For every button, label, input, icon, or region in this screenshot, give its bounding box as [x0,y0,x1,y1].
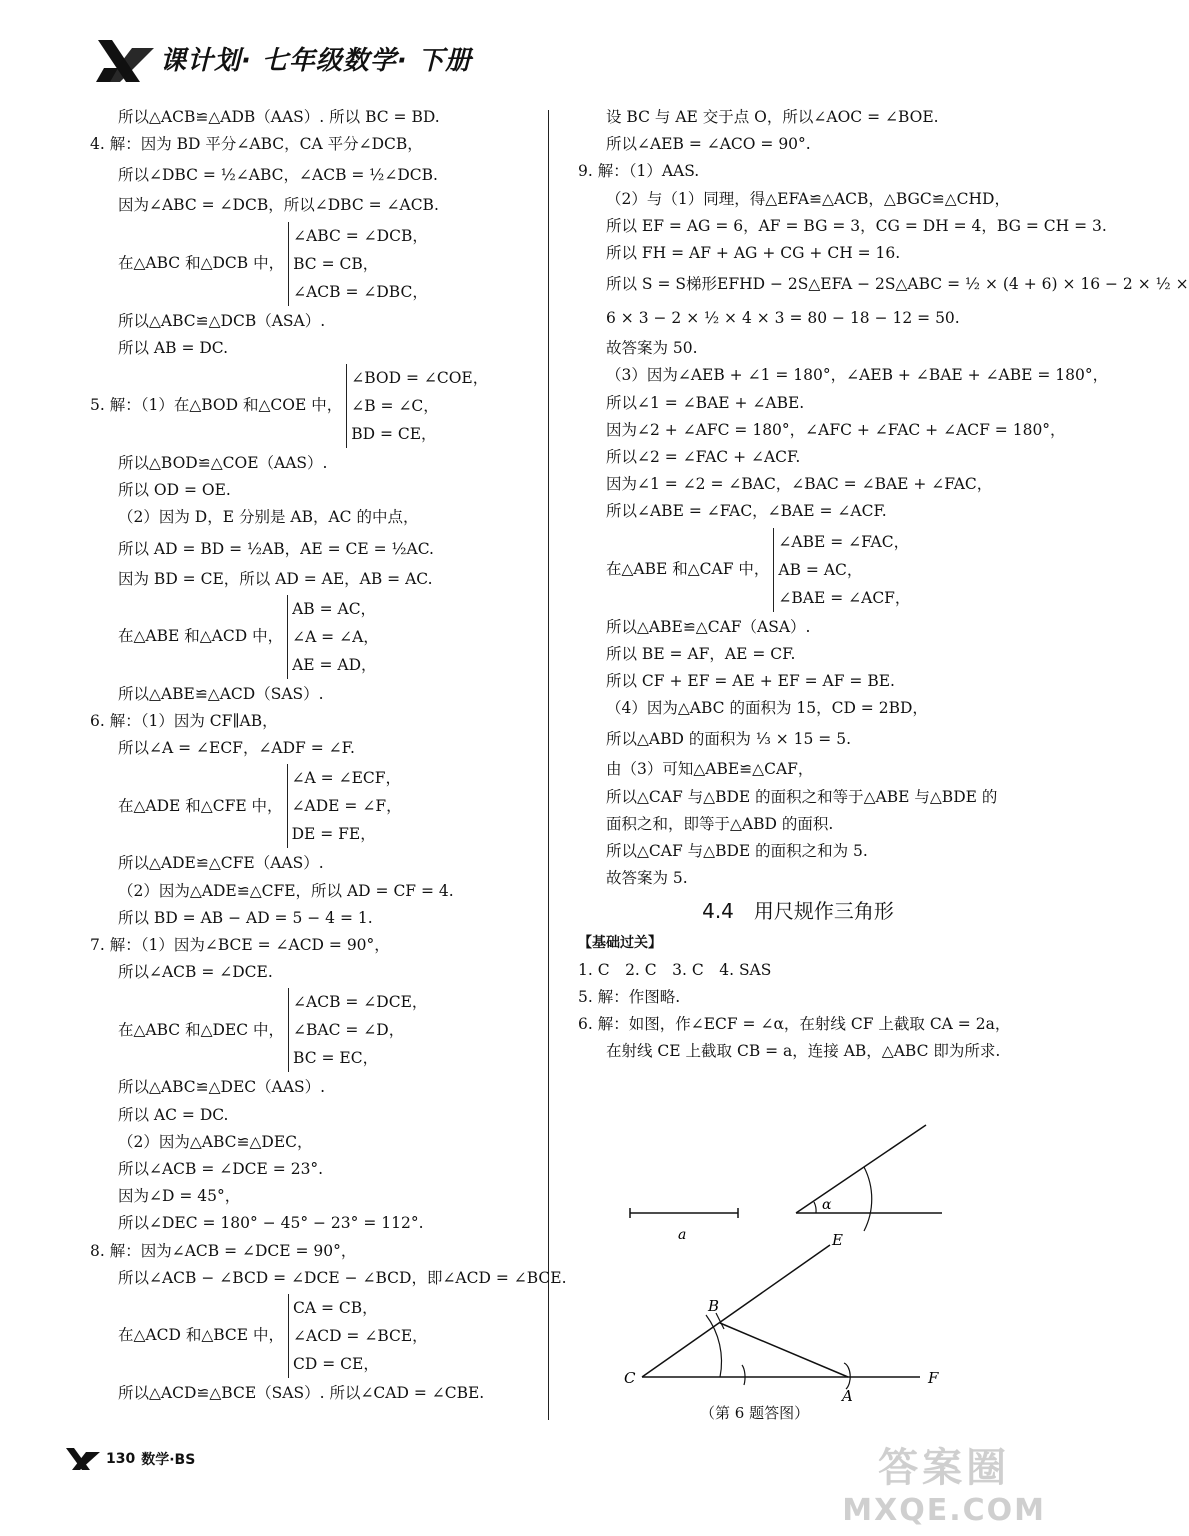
text-line: 所以 BD = AB − AD = 5 − 4 = 1. [118,908,373,927]
text-line: （2）因为△ADE≌△CFE，所以 AD = CF = 4. [118,881,454,900]
text-line: 所以∠ACB = ∠DCE. [118,963,273,982]
section-tag: 【基础过关】 [578,934,662,951]
text-line: 所以△BOD≌△COE（AAS）. [118,454,328,473]
system-label: 在△ADE 和△CFE 中， [118,796,283,815]
system-row: BC = EC， [293,1049,379,1068]
question-4-heading: 4. 解：因为 BD 平分∠ABC，CA 平分∠DCB， [90,135,423,154]
text-line: 所以∠ACB = ∠DCE = 23°. [118,1160,324,1179]
text-line: （2）与（1）同理，得△EFA≌△ACB，△BGC≌△CHD， [606,189,1010,208]
system-row: ∠ADE = ∠F， [291,797,402,816]
angle-label: α [822,1197,832,1213]
column-divider [548,110,549,1420]
text-line: 所以△CAF 与△BDE 的面积之和等于△ABE 与△BDE 的 [606,787,998,806]
system-label: 在△ABC 和△DEC 中， [118,1020,285,1039]
system-brace [773,528,910,612]
text-line: 所以 AD = BD = ½AB，AE = CE = ½AC. [118,539,434,558]
system-row: CA = CB， [293,1299,378,1318]
brand-logo-icon [96,38,156,84]
text-line: 所以∠2 = ∠FAC + ∠ACF. [606,448,801,467]
right-column [578,104,1189,1066]
text-line: 所以△ABD 的面积为 ⅓ × 15 = 5. [606,730,852,749]
system-row: ∠BOD = ∠COE， [351,369,489,388]
text-line: （4）因为△ABC 的面积为 15，CD = 2BD， [606,699,928,718]
equation-system [90,595,540,679]
text-line: 所以 BE = AF，AE = CF. [606,644,796,663]
system-row: ∠A = ∠ECF， [291,769,402,788]
book-title: 课计划· 七年级数学· 下册 [160,46,472,76]
system-row: ∠ABE = ∠FAC， [778,532,910,551]
question-5-heading: 5. 解：（1）在△BOD 和△COE 中， [90,396,343,415]
section-title: 4.4 用尺规作三角形 [702,899,894,924]
text-line: （3）因为∠AEB + ∠1 = 180°，∠AEB + ∠BAE + ∠ABE = 180°， [606,366,1109,385]
equation-system [90,1294,540,1378]
page-number: 130 [106,1451,136,1467]
label-F: F [928,1369,939,1387]
text-line: 所以∠ACB − ∠BCD = ∠DCE − ∠BCD，即∠ACD = ∠BCE. [118,1268,567,1287]
text-line: 因为∠1 = ∠2 = ∠BAC，∠BAC = ∠BAE + ∠FAC， [606,475,993,494]
system-row: AB = AC， [778,560,863,579]
question-7-heading: 7. 解：（1）因为∠BCE = ∠ACD = 90°， [90,936,390,955]
text-line: 所以△ABC≌△DEC（AAS）. [118,1078,326,1097]
system-row: ∠ACB = ∠DCE， [293,993,428,1012]
text-line: 所以△ABE≌△CAF（ASA）. [606,617,811,636]
system-brace [346,364,488,448]
text-line: 所以∠DEC = 180° − 45° − 23° = 112°. [118,1214,424,1233]
system-brace [287,595,379,679]
text-line: 因为∠ABC = ∠DCB，所以∠DBC = ∠ACB. [118,196,439,215]
text-line: 所以 AC = DC. [118,1105,229,1124]
text-line: 所以 EF = AG = 6，AF = BG = 3，CG = DH = 4，BG = CH = 3. [606,216,1107,235]
system-row: ∠ACD = ∠BCE， [293,1327,428,1346]
answer-line: 在射线 CE 上截取 CB = a，连接 AB，△ABC 即为所求. [606,1042,1001,1061]
text-line: 面积之和，即等于△ABD 的面积. [606,814,834,833]
figure-caption: （第 6 题答图） [700,1404,810,1422]
footer-logo-icon [66,1448,100,1470]
segment-AB [720,1323,848,1377]
question-6-heading: 6. 解：（1）因为 CF∥AB， [90,712,278,731]
system-brace [288,988,427,1072]
text-line: 所以∠1 = ∠BAE + ∠ABE. [606,393,805,412]
left-column [90,104,567,1407]
text-line: 因为∠2 + ∠AFC = 180°，∠AFC + ∠FAC + ∠ACF = 180°， [606,420,1066,439]
text-line: 所以∠DBC = ½∠ABC，∠ACB = ½∠DCB. [118,166,438,185]
text-line: 所以∠A = ∠ECF，∠ADF = ∠F. [118,739,355,758]
subject-label: 数学·BS [141,1452,196,1468]
text-line: 所以△ABE≌△ACD（SAS）. [118,684,324,703]
answer-line: 1. C 2. C 3. C 4. SAS [578,960,772,979]
text-line: 故答案为 5. [606,869,688,888]
system-row: ∠ACB = ∠DBC， [293,282,428,301]
text-line: 所以△ACB≌△ADB（AAS）. 所以 BC = BD. [118,108,440,126]
system-label: 在△ABE 和△ACD 中， [118,627,284,646]
text-line: 所以△ADE≌△CFE（AAS）. [118,854,324,873]
system-row: ∠BAC = ∠D， [293,1021,405,1040]
system-brace [287,764,402,848]
watermark-line: MXQE.COM [842,1493,1046,1528]
text-line: 所以 CF + EF = AE + EF = AF = BE. [606,672,895,691]
system-row: CD = CE， [293,1355,379,1374]
system-label: 在△ABE 和△CAF 中， [606,560,770,579]
equation-system [578,528,1018,612]
text-line: 因为 BD = CE，所以 AD = AE，AB = AC. [118,569,433,588]
label-C: C [624,1369,636,1387]
system-row: ∠BAE = ∠ACF， [778,588,911,607]
equation-system [90,364,540,448]
system-label: 在△ABC 和△DCB 中， [118,254,285,272]
segment-label: a [678,1227,687,1243]
watermark-line: 答案圈 [878,1445,1011,1491]
system-row: AE = AD， [292,655,377,674]
text-line: 所以 FH = AF + AG + CG + CH = 16. [606,244,901,263]
text-line: 6 × 3 − 2 × ½ × 4 × 3 = 80 − 18 − 12 = 50. [606,309,960,328]
system-row: ∠B = ∠C， [351,397,439,416]
answer-line: 6. 解：如图，作∠ECF = ∠α，在射线 CF 上截取 CA = 2a， [578,1015,1011,1034]
text-line: （2）因为 D，E 分别是 AB，AC 的中点， [118,508,419,527]
watermark [842,1436,1046,1528]
text-line: 因为∠D = 45°， [118,1187,241,1206]
equation-system [90,222,540,306]
text-line: 所以 AB = DC. [118,338,229,357]
question-9-heading: 9. 解：（1）AAS. [578,162,700,181]
text-line: 所以△ABC≌△DCB（ASA）. [118,311,326,330]
text-line: 所以 OD = OE. [118,481,231,500]
equation-system [90,764,540,848]
text-line: 所以△ACD≌△BCE（SAS）. 所以∠CAD = ∠CBE. [118,1384,485,1403]
text-line: （2）因为△ABC≌△DEC， [118,1132,313,1151]
system-label: 在△ACD 和△BCE 中， [118,1326,285,1345]
label-A: A [842,1387,853,1405]
system-brace [288,1294,428,1378]
system-row: BD = CE， [351,425,437,444]
text-line: 所以 S = S梯形EFHD − 2S△EFA − 2S△ABC = ½ × (4 + 6) × 16 − 2 × ½ × [606,275,1189,294]
text-line: 所以∠AEB = ∠ACO = 90°. [606,135,811,154]
page-footer [66,1448,195,1470]
text-line: 所以∠ABE = ∠FAC，∠BAE = ∠ACF. [606,502,887,521]
system-row: ∠A = ∠A， [292,627,379,646]
question-8-heading: 8. 解：因为∠ACB = ∠DCE = 90°， [90,1241,357,1260]
construction-figure [620,1115,950,1425]
angle-ray [796,1125,926,1213]
system-row: AB = AC， [292,599,377,618]
text-line: 所以△CAF 与△BDE 的面积之和为 5. [606,842,868,861]
system-row: DE = FE， [291,825,376,844]
system-row: ∠ABC = ∠DCB， [293,226,428,245]
answer-line: 5. 解：作图略. [578,988,681,1007]
label-B: B [708,1297,720,1315]
text-line: 故答案为 50. [606,339,698,358]
label-E: E [832,1231,843,1249]
system-row: BC = CB， [293,254,379,273]
text-line: 由（3）可知△ABE≌△CAF， [606,760,814,779]
equation-system [90,988,540,1072]
system-brace [288,222,428,306]
text-line: 设 BC 与 AE 交于点 O，所以∠AOC = ∠BOE. [606,108,939,126]
